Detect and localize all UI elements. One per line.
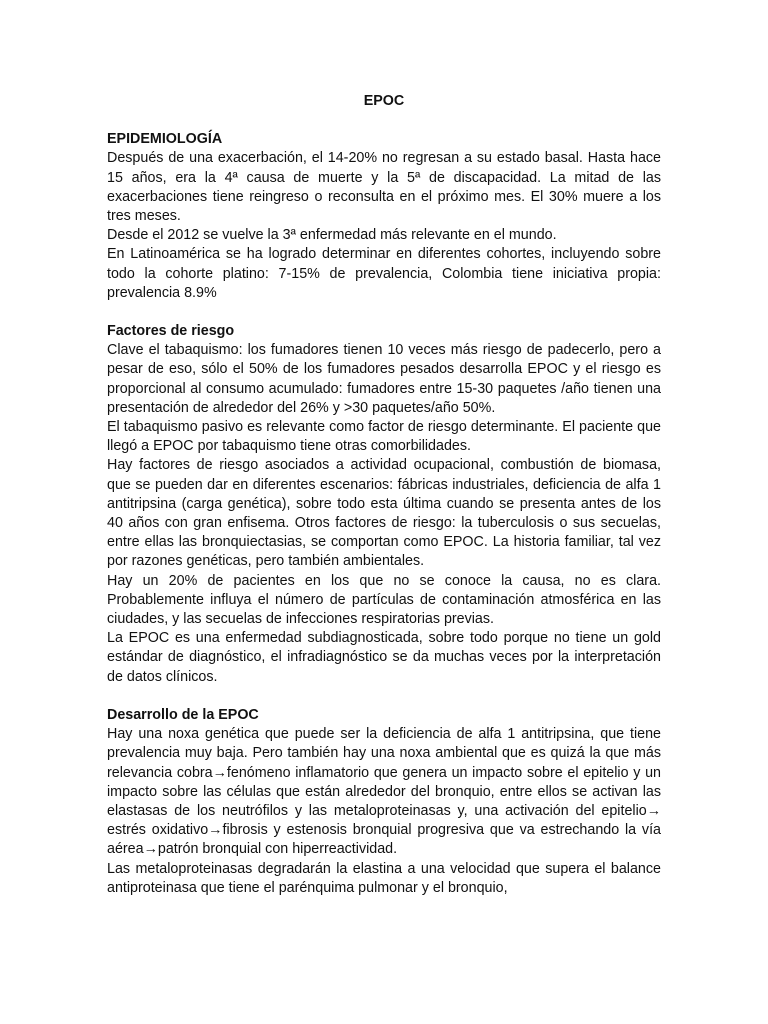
- paragraph: El tabaquismo pasivo es relevante como factor de riesgo determinante. El paciente que llegó a EPOC por tabaquismo tiene otras comorbilidades.: [107, 419, 661, 455]
- section-epidemiologia: [107, 130, 661, 303]
- paragraph: La EPOC es una enfermedad subdiagnosticada, sobre todo porque no tiene un gold estándar de diagnóstico, el infradiagnóstico se da muchas veces por la interpretación de datos clínicos.: [107, 630, 661, 685]
- section-heading: Desarrollo de la EPOC: [107, 706, 259, 723]
- paragraph: Hay un 20% de pacientes en los que no se conoce la causa, no es clara. Probablemente influya el número de partículas de contaminación atmosférica en las ciudades, y las secuelas de infecciones respiratorias previas.: [107, 572, 661, 628]
- paragraph: Hay una noxa genética que puede ser la deficiencia de alfa 1 antitripsina, que tiene prevalencia muy baja. Pero también hay una noxa ambiental que es quizá la que más relevancia cobra→fenómeno inflamatorio que genera un impacto sobre el epitelio y un impacto sobre las células que están alrededor del bronquio, entre ellos se activan las elastasas de los neutrófilos y las metaloproteinasas y, una activación del epitelio→ estrés oxidativo→fibrosis y estenosis bronquial progresiva que va estrechando la vía aérea→patrón bronquial con hiperreactividad.: [107, 726, 661, 858]
- paragraph: Después de una exacerbación, el 14-20% no regresan a su estado basal. Hasta hace 15 años, era la 4ª causa de muerte y la 5ª de discapacidad. La mitad de las exacerbaciones tiene reingreso o reconsulta en el próximo mes. El 30% muere a los tres meses.: [107, 150, 661, 225]
- section-desarrollo-de-la-epoc: [107, 706, 661, 898]
- document-title: EPOC: [363, 93, 405, 109]
- paragraph: Clave el tabaquismo: los fumadores tienen 10 veces más riesgo de padecerlo, pero a pesar de eso, sólo el 50% de los fumadores pesados desarrolla EPOC y el riesgo es proporcional al consumo acumulado: fumadores entre 15-30 paquetes /año tienen una presentación de alrededor del 26% y >30 paquetes/año 50%.: [107, 342, 661, 416]
- section-factores-de-riesgo: [107, 322, 661, 687]
- section-heading: Factores de riesgo: [107, 323, 235, 340]
- paragraph: Las metaloproteinasas degradarán la elastina a una velocidad que supera el balance antiproteinasa que tiene el parénquima pulmonar y el bronquio,: [107, 860, 661, 896]
- section-heading: EPIDEMIOLOGÍA: [107, 131, 223, 148]
- paragraph: En Latinoamérica se ha logrado determinar en diferentes cohortes, incluyendo sobre todo la cohorte platino: 7-15% de prevalencia, Colombia tiene iniciativa propia: prevalencia 8.9%: [107, 246, 661, 301]
- paragraph: Hay factores de riesgo asociados a actividad ocupacional, combustión de biomasa, que se pueden dar en diferentes escenarios: fábricas industriales, deficiencia de alfa 1 antitripsina (carga genética), sobre todo esta última cuando se presenta antes de los 40 años con gran enfisema. Otros factores de riesgo: la tuberculosis o sus secuelas, entre ellas las bronquiectasias, se comportan como EPOC. La historia familiar, tal vez por razones genéticas, pero también ambientales.: [107, 457, 661, 570]
- document-page: [107, 92, 661, 898]
- paragraph: Desde el 2012 se vuelve la 3ª enfermedad más relevante en el mundo.: [107, 227, 557, 244]
